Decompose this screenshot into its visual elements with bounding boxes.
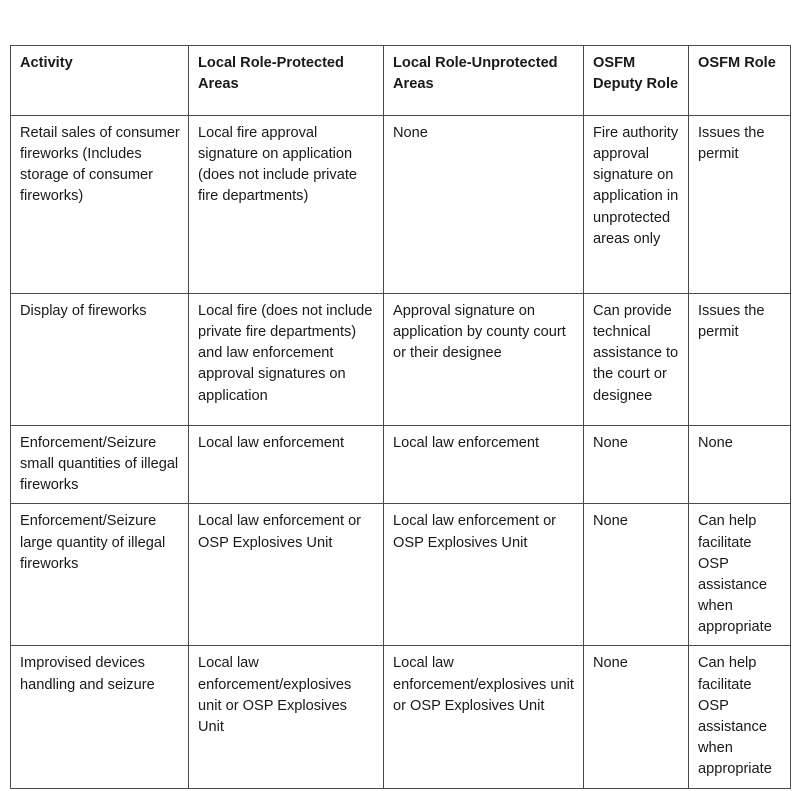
table-row xyxy=(11,504,791,646)
cell-local-protected: Local fire approval signature on application (does not include private fire departments) xyxy=(189,116,384,294)
fireworks-roles-table xyxy=(10,45,791,789)
cell-local-unprotected: Approval signature on application by county court or their designee xyxy=(384,294,584,426)
cell-local-protected: Local fire (does not include private fire departments) and law enforcement approval signatures on application xyxy=(189,294,384,426)
cell-osfm-role: Issues the permit xyxy=(689,294,791,426)
cell-osfm-deputy: None xyxy=(584,504,689,646)
cell-local-protected: Local law enforcement or OSP Explosives Unit xyxy=(189,504,384,646)
column-header-local-role-unprotected-areas: Local Role-Unprotected Areas xyxy=(384,46,584,116)
cell-osfm-role: Can help facilitate OSP assistance when appropriate xyxy=(689,646,791,789)
cell-local-protected: Local law enforcement xyxy=(189,426,384,504)
cell-osfm-deputy: Fire authority approval signature on application in unprotected areas only xyxy=(584,116,689,294)
column-header-osfm-deputy-role: OSFM Deputy Role xyxy=(584,46,689,116)
cell-activity: Display of fireworks xyxy=(11,294,189,426)
table-row xyxy=(11,116,791,294)
cell-osfm-role: None xyxy=(689,426,791,504)
table-row xyxy=(11,646,791,789)
cell-local-unprotected: Local law enforcement xyxy=(384,426,584,504)
table-row xyxy=(11,294,791,426)
cell-local-protected: Local law enforcement/explosives unit or OSP Explosives Unit xyxy=(189,646,384,789)
cell-local-unprotected: Local law enforcement or OSP Explosives Unit xyxy=(384,504,584,646)
cell-osfm-deputy: None xyxy=(584,426,689,504)
cell-osfm-role: Can help facilitate OSP assistance when appropriate xyxy=(689,504,791,646)
cell-activity: Enforcement/Seizure large quantity of illegal fireworks xyxy=(11,504,189,646)
cell-activity: Improvised devices handling and seizure xyxy=(11,646,189,789)
table-row xyxy=(11,426,791,504)
cell-osfm-role: Issues the permit xyxy=(689,116,791,294)
column-header-osfm-role: OSFM Role xyxy=(689,46,791,116)
cell-local-unprotected: None xyxy=(384,116,584,294)
cell-osfm-deputy: None xyxy=(584,646,689,789)
table-header-row xyxy=(11,46,791,116)
cell-activity: Enforcement/Seizure small quantities of illegal fireworks xyxy=(11,426,189,504)
fireworks-roles-table-container xyxy=(10,45,790,789)
column-header-local-role-protected-areas: Local Role-Protected Areas xyxy=(189,46,384,116)
cell-osfm-deputy: Can provide technical assistance to the court or designee xyxy=(584,294,689,426)
cell-local-unprotected: Local law enforcement/explosives unit or OSP Explosives Unit xyxy=(384,646,584,789)
cell-activity: Retail sales of consumer fireworks (Includes storage of consumer fireworks) xyxy=(11,116,189,294)
column-header-activity: Activity xyxy=(11,46,189,116)
